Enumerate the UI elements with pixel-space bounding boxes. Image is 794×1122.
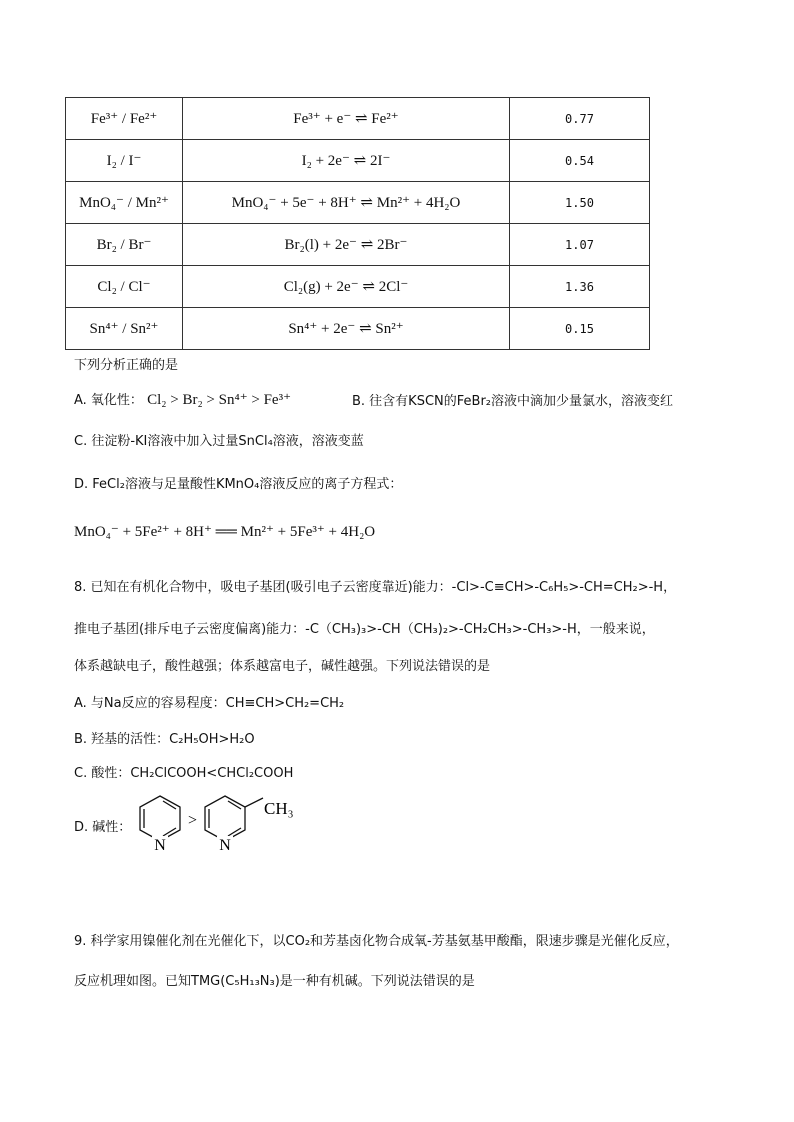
potential-cell: 1.07 <box>510 224 650 266</box>
potential-cell: 1.50 <box>510 182 650 224</box>
potential-cell: 0.77 <box>510 98 650 140</box>
table-row <box>66 182 650 224</box>
table-row <box>66 140 650 182</box>
table-row <box>66 224 650 266</box>
reaction-cell: MnO₄⁻ + 5e⁻ + 8H⁺ ⇌ Mn²⁺ + 4H₂O <box>183 182 510 224</box>
q7-option-a-label: A. 氧化性： <box>74 393 143 408</box>
q7-option-d: D. FeCl₂溶液与足量酸性KMnO₄溶液反应的离子方程式： <box>74 477 403 492</box>
q7-option-c: C. 往淀粉-KI溶液中加入过量SnCl₄溶液，溶液变蓝 <box>74 434 364 449</box>
pyridine-structure <box>140 796 180 841</box>
reaction-cell: Br₂(l) + 2e⁻ ⇌ 2Br⁻ <box>183 224 510 266</box>
q7-d-equation: MnO₄⁻ + 5Fe²⁺ + 8H⁺ ══ Mn²⁺ + 5Fe³⁺ + 4H₂O <box>74 524 376 540</box>
q7-option-b: B. 往含有KSCN的FeBr₂溶液中滴加少量氯水，溶液变红 <box>352 394 674 409</box>
q8-option-c: C. 酸性：CH₂ClCOOH<CHCl₂COOH <box>74 766 294 781</box>
couple-cell: I₂ / I⁻ <box>66 140 183 182</box>
q9-stem-line1: 9. 科学家用镍催化剂在光催化下，以CO₂和芳基卤化物合成氧-芳基氨基甲酸酯，限速步骤是光催化反应， <box>74 934 679 949</box>
table-row <box>66 266 650 308</box>
potential-table <box>65 97 650 350</box>
couple-cell: Sn⁴⁺ / Sn²⁺ <box>66 308 183 350</box>
q8-option-d-label: D. 碱性： <box>74 820 132 835</box>
q8-stem-line2: 推电子基团(排斥电子云密度偏离)能力：-C（CH₃)₃>-CH（CH₃)₂>-CH₂CH₃>-CH₃>-H，一般来说， <box>74 622 655 637</box>
reaction-cell: Fe³⁺ + e⁻ ⇌ Fe²⁺ <box>183 98 510 140</box>
greater-than-sign: > <box>188 812 198 829</box>
table-row <box>66 98 650 140</box>
couple-cell: MnO₄⁻ / Mn²⁺ <box>66 182 183 224</box>
reaction-cell: Cl₂(g) + 2e⁻ ⇌ 2Cl⁻ <box>183 266 510 308</box>
methylpyridine-structure <box>205 796 263 841</box>
q8-stem-line1: 8. 已知在有机化合物中，吸电子基团(吸引电子云密度靠近)能力：-Cl>-C≡CH>-C₆H₅>-CH=CH₂>-H， <box>74 580 677 595</box>
reaction-cell: Sn⁴⁺ + 2e⁻ ⇌ Sn²⁺ <box>183 308 510 350</box>
pyridine-n-label: N <box>154 837 166 854</box>
potential-cell: 1.36 <box>510 266 650 308</box>
pyridine-comparison-figure <box>130 790 320 860</box>
q7-option-a <box>74 389 291 409</box>
methyl-group-label: CH₃ <box>264 799 294 818</box>
couple-cell: Br₂ / Br⁻ <box>66 224 183 266</box>
couple-cell: Fe³⁺ / Fe²⁺ <box>66 98 183 140</box>
q9-stem-line2: 反应机理如图。已知TMG(C₅H₁₃N₃)是一种有机碱。下列说法错误的是 <box>74 974 475 989</box>
q8-option-a: A. 与Na反应的容易程度：CH≡CH>CH₂=CH₂ <box>74 696 345 711</box>
q8-option-b: B. 羟基的活性：C₂H₅OH>H₂O <box>74 732 255 747</box>
q7-prompt: 下列分析正确的是 <box>74 358 179 373</box>
q8-stem-line3: 体系越缺电子，酸性越强；体系越富电子，碱性越强。下列说法错误的是 <box>74 659 491 674</box>
potential-cell: 0.54 <box>510 140 650 182</box>
reaction-cell: I₂ + 2e⁻ ⇌ 2I⁻ <box>183 140 510 182</box>
potential-cell: 0.15 <box>510 308 650 350</box>
q7-option-a-formula: Cl₂ > Br₂ > Sn⁴⁺ > Fe³⁺ <box>147 392 291 408</box>
methylpyridine-n-label: N <box>219 837 231 854</box>
table-row <box>66 308 650 350</box>
couple-cell: Cl₂ / Cl⁻ <box>66 266 183 308</box>
